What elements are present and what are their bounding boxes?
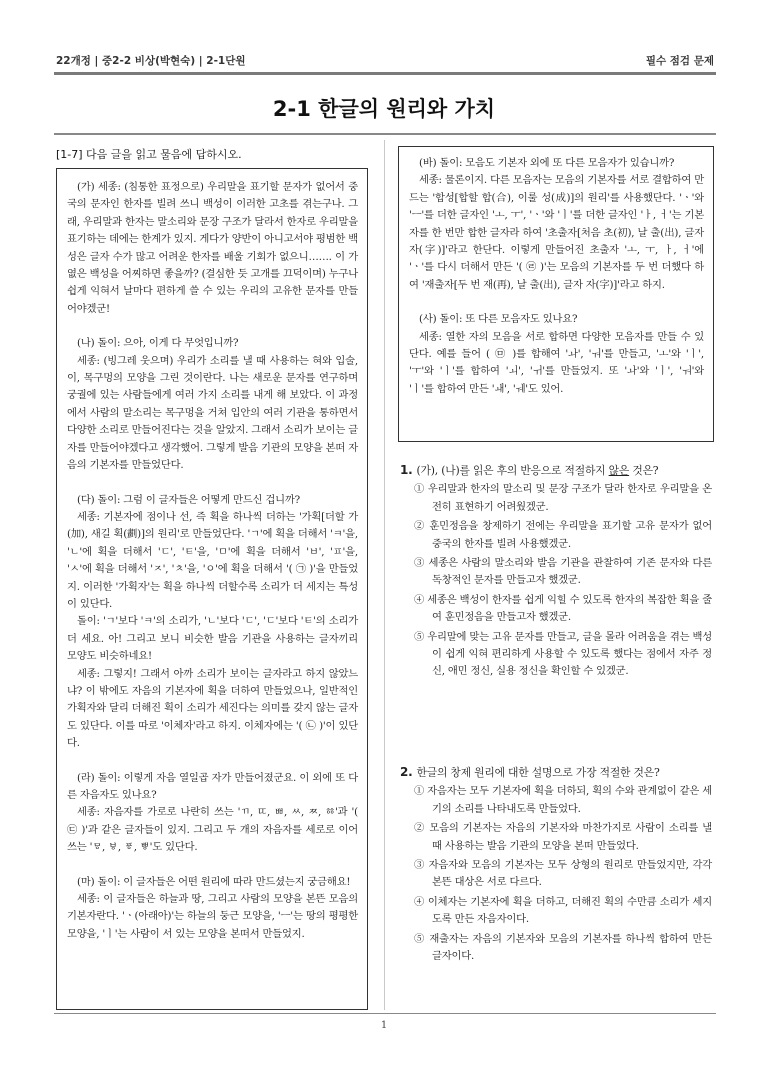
passage-paragraph: (나) 돌이: 으아, 이게 다 무엇입니까? — [77, 337, 239, 350]
header-course-info: 22개정 | 중2-2 비상(박현숙) | 2-1단원 — [56, 55, 246, 67]
passage-box-left — [56, 168, 368, 1010]
passage-paragraph: (가) 세종: (침통한 표정으로) 우리말을 표기할 문자가 없어서 중국의 문자인 한자를 빌려 쓰니 백성이 이러한 고초를 겪는구나. 그래, 우리말과 한자는 말소리와 문장 구조가 달라서 한자로 우리말을 표기하는 데에는 한계가 있지. 게다가 양반이 아니고서야 평범한 백성은 글자 수가 많고 어려운 한자를 배울 기회가 없으니……. 이 가엾은 백성을 어찌하면 좋을까? (결심한 듯 고개를 끄덕이며) 누구나 쉽게 익혀서 날마다 편하게 쓸 수 있는 우리의 고유한 문자를 만들어야겠군! — [67, 181, 358, 315]
passage-paragraph: 세종: 이 글자들은 하늘과 땅, 그리고 사람의 모양을 본뜬 모음의 기본자란다. 'ㆍ(아래아)'는 하늘의 둥근 모양을, 'ㅡ'는 땅의 평평한 모양을, 'ㅣ'는 사람이 서 있는 모양을 본떠서 만들었지. — [67, 893, 358, 940]
answer-option-1[interactable]: ① 자음자는 모두 기본자에 획을 더하되, 획의 수와 관계없이 같은 세기의 소리를 나타내도록 만들었다. — [414, 785, 712, 815]
passage-paragraph: (다) 돌이: 그럼 이 글자들은 어떻게 만드신 겁니까? — [77, 493, 300, 506]
passage-box-right — [398, 146, 714, 442]
header-rule — [54, 72, 716, 75]
passage-paragraph: 세종: 물론이지. 다른 모음자는 모음의 기본자를 서로 결합하여 만드는 '합성[합할 합(合), 이룰 성(成)]의 원리'를 사용했단다. 'ㆍ'와 'ㅡ'를 더한 글자인 'ㅗ, ㅜ', 'ㆍ'와 'ㅣ'를 더한 글자인 'ㅏ, ㅓ'는 기본자를 한 번만 합한 글자라 하여 '초출자[처음 초(初), 날 출(出), 글자 자(字)]'라고 한단다. 이렇게 만들어진 초출자 'ㅗ, ㅜ, ㅏ, ㅓ'에 'ㆍ'를 다시 더해서 만든 '( ㉣ )'는 모음의 기본자를 두 번 더했다 하여 '재출자[두 번 재(再), 날 출(出), 글자 자(字)]'라고 하지. — [409, 174, 704, 291]
page-title: 2-1 한글의 원리와 가치 — [272, 97, 496, 121]
answer-option-5[interactable]: ⑤ 재출자는 자음의 기본자와 모음의 기본자를 하나씩 합하여 만든 글자이다. — [414, 932, 712, 963]
answer-option-2[interactable]: ② 훈민정음을 창제하기 전에는 우리말을 표기할 고유 문자가 없어 중국의 한자를 빌려 사용했겠군. — [414, 520, 712, 550]
answer-option-4[interactable]: ④ 세종은 백성이 한자를 쉽게 익힐 수 있도록 한자의 복잡한 획을 줄여 훈민정음을 만들고자 했겠군. — [414, 593, 712, 624]
passage-paragraph: 세종: 자음자를 가로로 나란히 쓰는 'ㄲ, ㄸ, ㅃ, ㅆ, ㅉ, ㆅ'과 '( ㉢ )'과 같은 글자들이 있지. 그리고 두 개의 자음자를 세로로 이어 쓰는 'ㅱ, ㅸ, ㆄ, ㅹ'도 있단다. — [67, 806, 358, 854]
question-stem: 2. 한글의 창제 원리에 대한 설명으로 가장 적절한 것은? — [400, 765, 660, 779]
passage-paragraph: (사) 돌이: 또 다른 모음자도 있나요? — [419, 313, 578, 326]
passage-paragraph: (바) 돌이: 모음도 기본자 외에 또 다른 모음자가 있습니까? — [419, 157, 675, 169]
answer-option-1[interactable]: ① 우리말과 한자의 말소리 및 문장 구조가 달라 한자로 우리말을 온전히 표현하기 어려웠겠군. — [414, 483, 712, 513]
passage-paragraph: 세종: 열한 자의 모음을 서로 합하면 다양한 모음자를 만들 수 있단다. 예를 들어 ( ㉤ )를 합해여 'ㅘ', 'ㅝ'를 만들고, 'ㅗ'와 'ㅣ', 'ㅜ'와 'ㅣ'를 합하여 'ㅚ', 'ㅟ'를 만들었지. 또 'ㅘ'와 'ㅣ', 'ㅝ'와 'ㅣ'를 합하여 만든 'ㅙ', 'ㅞ'도 있어. — [409, 330, 704, 395]
emphasis-underline: 않은 — [608, 464, 630, 477]
answer-option-5[interactable]: ⑤ 우리말에 맞는 고유 문자를 만들고, 글을 몰라 어려움을 겪는 백성이 쉽게 익혀 편리하게 사용할 수 있도록 했다는 점에서 자주 정신, 애민 정신, 실용 정신을 확인할 수 있겠군. — [414, 630, 712, 678]
answer-option-2[interactable]: ② 모음의 기본자는 자음의 기본자와 마찬가지로 사람이 소리를 낼 때 사용하는 발음 기관의 모양을 본떠 만들었다. — [414, 822, 712, 852]
page-number: 1 — [380, 1020, 388, 1031]
page-header — [54, 49, 716, 69]
passage-paragraph: 세종: 기본자에 점이나 선, 즉 획을 하나씩 더하는 '가획[더할 가(加), 새길 획(劃)]의 원리'로 만들었단다. 'ㄱ'에 획을 더해서 'ㅋ'을, 'ㄴ'에 획을 더해서 'ㄷ', 'ㅌ'을, 'ㅁ'에 획을 더해서 'ㅂ', 'ㅍ'을, 'ㅅ'에 획을 더해서 'ㅈ', 'ㅊ'을, 'ㅇ'에 획을 더해서 '( ㉠ )'을 만들었지. 이러한 '가획자'는 획을 하나씩 더할수록 소리가 더 세지는 특성이 있단다. — [67, 510, 358, 610]
passage-paragraph: 세종: (빙그레 웃으며) 우리가 소리를 낼 때 사용하는 혀와 입술, 이, 목구멍의 모양을 그린 것이란다. 나는 새로운 문자를 연구하며 궁궐에 있는 사람들에게 여러 가지 소리를 내게 해 보았다. 이 과정에서 사람의 말소리는 목구멍을 거쳐 입안의 여러 기관을 통하면서 다양한 소리로 만들어진다는 것을 알았지. 그래서 소리가 보이는 글자를 만들어야겠다고 생각했어. 그렇게 발음 기관의 모양을 본떠 자음의 기본자를 만들었단다. — [67, 354, 358, 472]
question-stem: 1. (가), (나)를 읽은 후의 반응으로 적절하지 않은 것은? — [400, 463, 659, 477]
header-section-label: 필수 점검 문제 — [645, 55, 714, 67]
question-2 — [400, 764, 712, 967]
question-1 — [400, 462, 712, 683]
question-number: 2. — [400, 765, 413, 779]
question-instruction: [1-7] 다음 글을 읽고 물음에 답하시오. — [56, 148, 242, 161]
footer-rule — [54, 1013, 716, 1014]
question-number: 1. — [400, 463, 413, 477]
passage-paragraph: 세종: 그렇지! 그래서 아까 소리가 보이는 글자라고 하지 않았느냐? 이 밖에도 자음의 기본자에 획을 더하여 만들었으나, 일반적인 가획자와 달리 더해진 획이 소리가 세진다는 의미를 갖지 않는 글자도 있단다. 이를 따로 '이체자'라고 하지. 이체자에는 '( ㉡ )'이 있단다. — [67, 667, 358, 750]
passage-paragraph: (마) 돌이: 이 글자들은 어떤 원리에 따라 만드셨는지 궁금해요! — [77, 875, 351, 888]
column-divider — [384, 140, 385, 1010]
passage-paragraph: 돌이: 'ㄱ'보다 'ㅋ'의 소리가, 'ㄴ'보다 'ㄷ', 'ㄷ'보다 'ㅌ'의 소리가 더 세요. 아! 그리고 보니 비슷한 발음 기관을 사용하는 글자끼리 모양도 비슷하네요! — [67, 615, 358, 663]
answer-option-3[interactable]: ③ 자음자와 모음의 기본자는 모두 상형의 원리로 만들었지만, 각각 본뜬 대상은 서로 다르다. — [414, 859, 712, 889]
passage-paragraph: (라) 돌이: 이렇게 자음 열일곱 자가 만들어졌군요. 이 외에 또 다른 자음자도 있나요? — [67, 771, 358, 801]
answer-option-4[interactable]: ④ 이체자는 기본자에 획을 더하고, 더해진 획의 수만큼 소리가 세지도록 만든 자음자이다. — [414, 895, 712, 926]
title-rule — [54, 133, 716, 135]
answer-option-3[interactable]: ③ 세종은 사람의 말소리와 발음 기관을 관찰하여 기존 문자와 다른 독창적인 문자를 만들고자 했겠군. — [414, 557, 712, 587]
